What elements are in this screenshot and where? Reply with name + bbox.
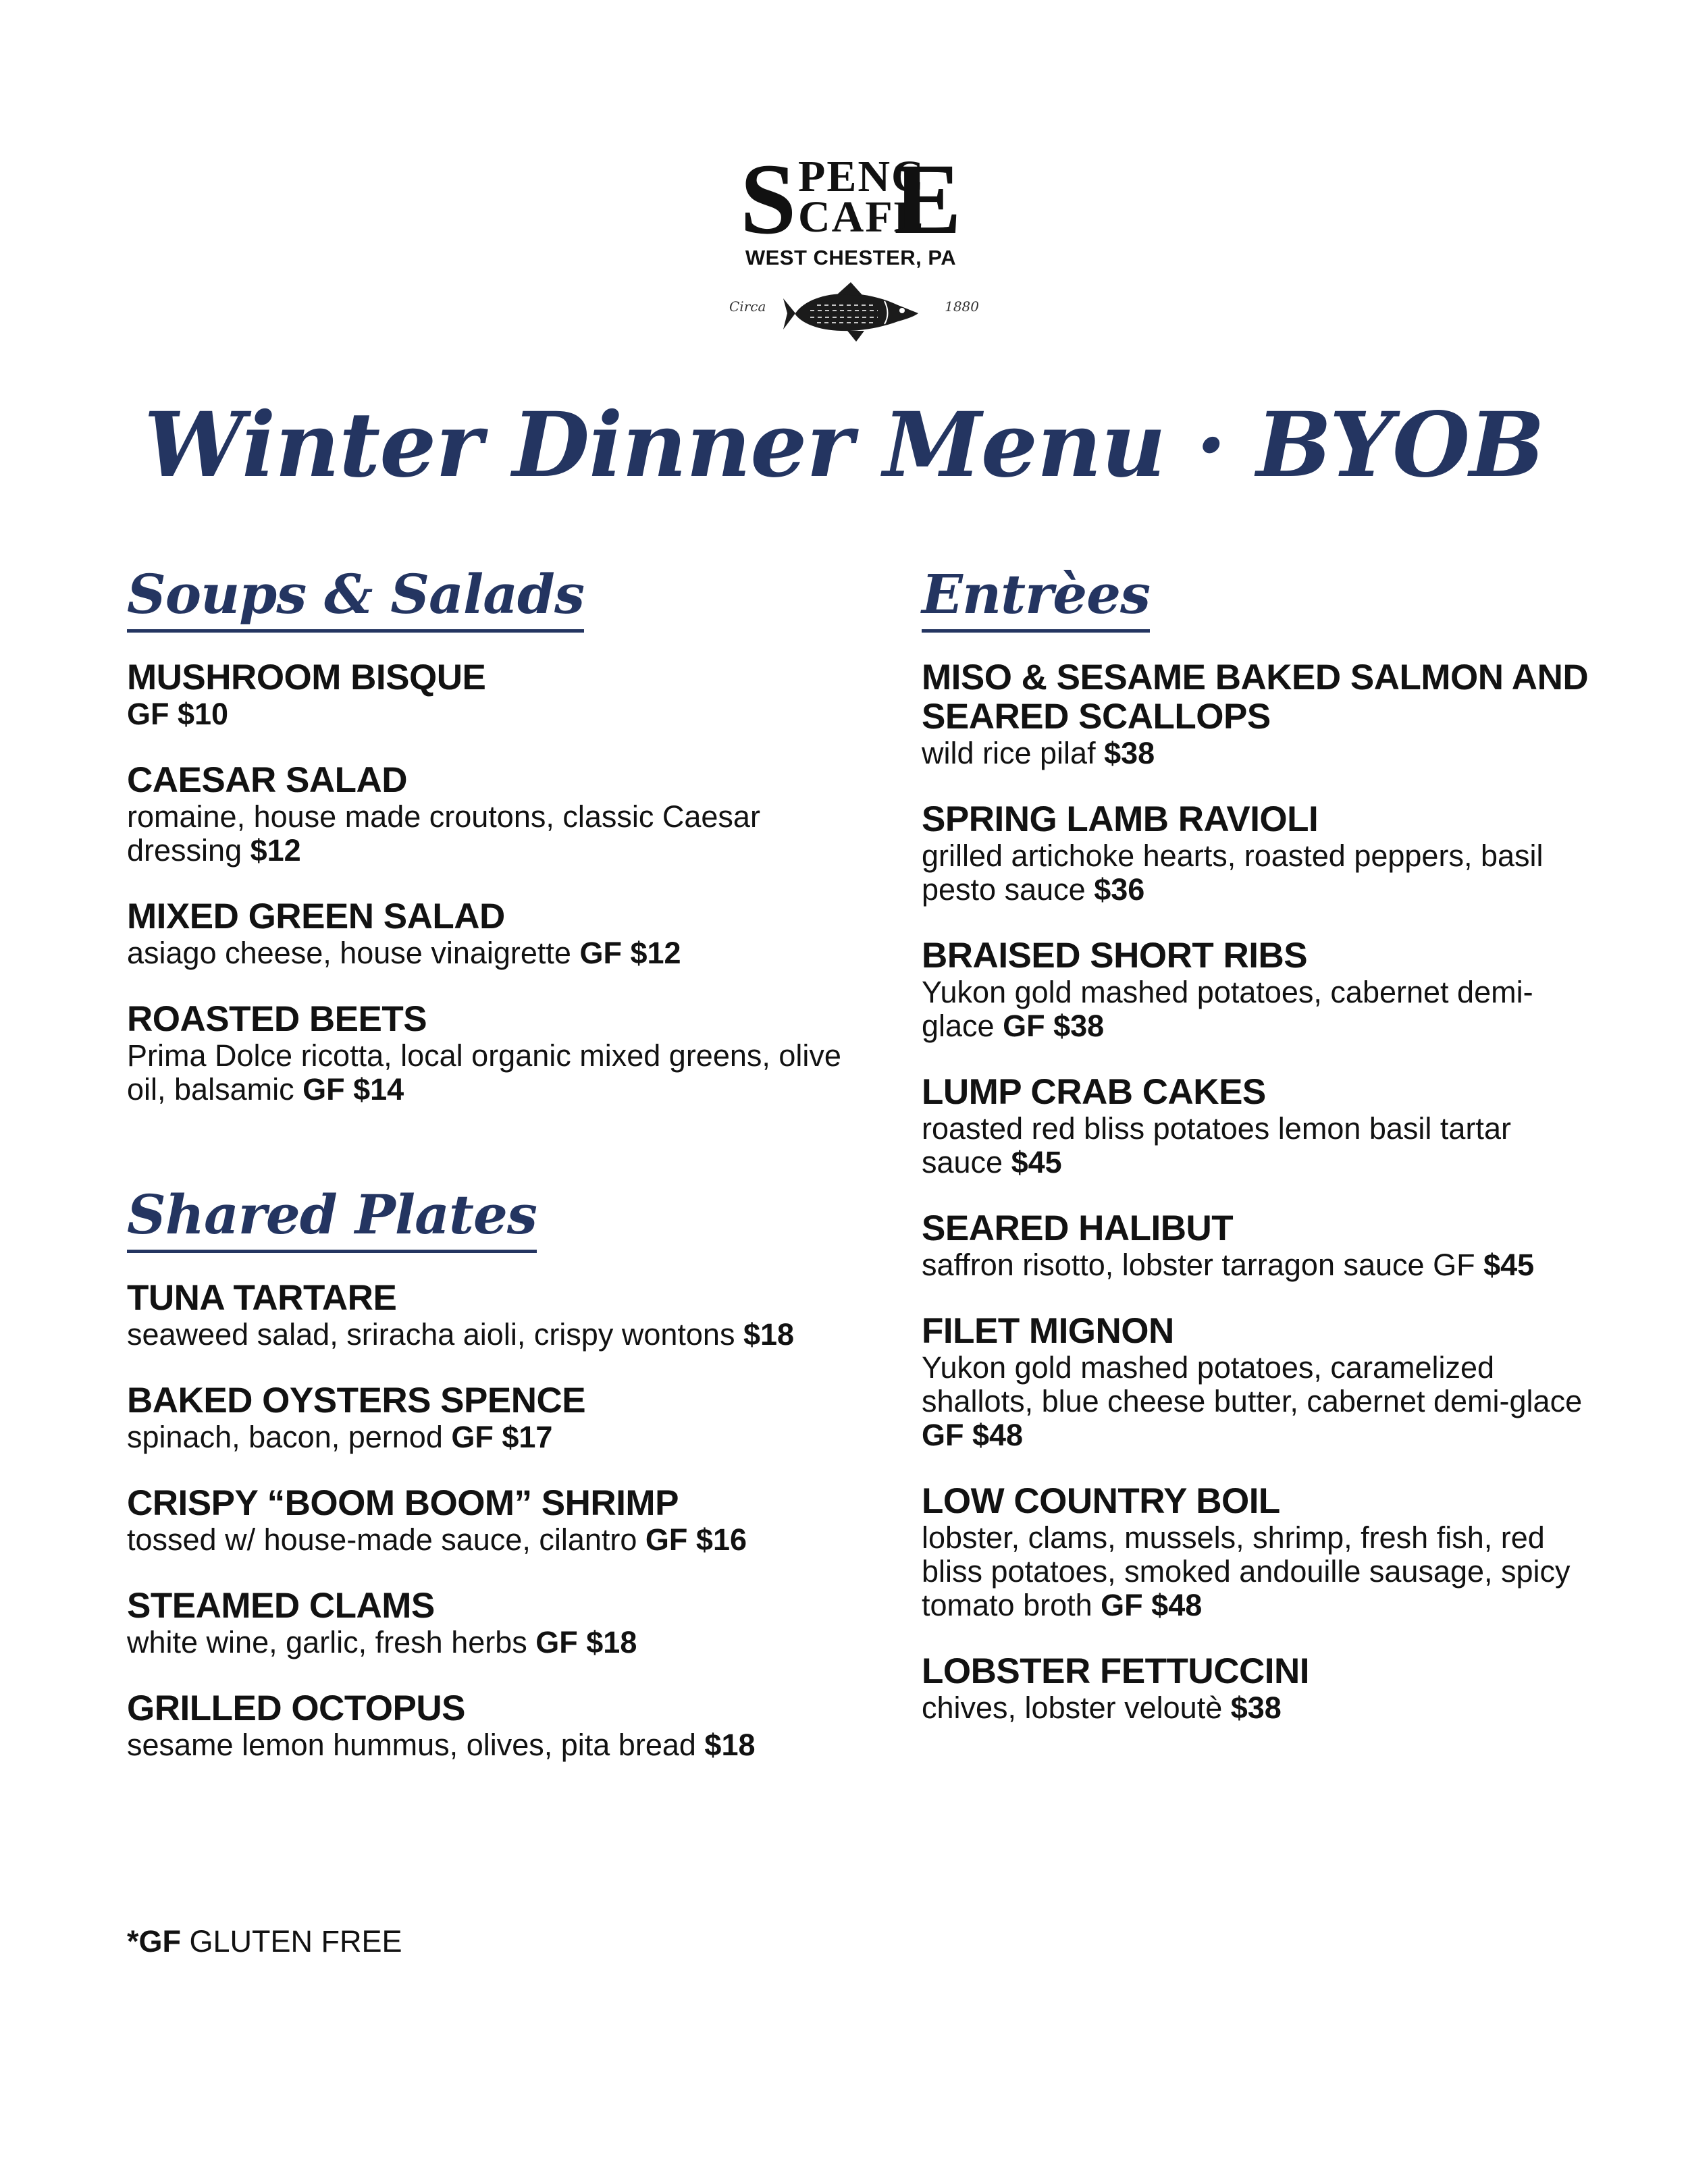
logo-row-cafe: CAFE [798,192,925,242]
menu-item-name: BAKED OYSTERS SPENCE [127,1381,586,1420]
menu-item-description: Prima Dolce ricotta, local organic mixed greens, olive oil, balsamic [127,1038,841,1107]
menu-item [922,658,1597,770]
menu-item-description: seaweed salad, sriracha aioli, crispy wontons [127,1317,735,1352]
menu-item-details [127,1728,870,1762]
menu-item-details [127,800,870,868]
menu-title: Winter Dinner Menu · BYOB [144,393,1544,498]
menu-item-name: FILET MIGNON [922,1311,1174,1351]
menu-item-name: BRAISED SHORT RIBS [922,936,1308,976]
menu-item-price: $45 [1011,1145,1062,1179]
menu-item-description: sesame lemon hummus, olives, pita bread [127,1728,696,1762]
menu-item-description: tossed w/ house-made sauce, cilantro [127,1522,637,1557]
menu-item-name: SPRING LAMB RAVIOLI [922,799,1319,839]
menu-item-price: GF $48 [922,1418,1024,1452]
menu-item-price: $45 [1483,1248,1535,1282]
menu-item-price: $18 [743,1317,795,1352]
menu-item [127,761,870,868]
menu-item-price: $38 [1230,1690,1282,1725]
menu-item [922,936,1597,1043]
section-title-shared-plates: Shared Plates [127,1181,537,1253]
menu-item-description: wild rice pilaf [922,736,1096,770]
menu-item-name: MIXED GREEN SALAD [127,897,505,936]
menu-item-description: saffron risotto, lobster tarragon sauce GF [922,1248,1475,1282]
logo-location: WEST CHESTER, PA [745,246,957,269]
menu-item-price: GF $12 [579,936,681,970]
menu-item-details [127,1523,870,1557]
menu-item-price: GF $38 [1003,1009,1105,1043]
menu-item [127,1381,870,1454]
menu-item [127,1484,870,1557]
menu-item-price: GF $17 [451,1420,553,1454]
menu-item-details [922,1691,1597,1725]
menu-item-details [127,697,870,731]
menu-item-name: LUMP CRAB CAKES [922,1072,1266,1112]
logo-year: 1880 [945,298,979,315]
menu-item-price: $36 [1094,872,1145,907]
menu-item-description: chives, lobster veloutè [922,1690,1223,1725]
menu-item-name: TUNA TARTARE [127,1278,397,1318]
menu-item [922,1209,1597,1282]
menu-item-details [922,1248,1597,1282]
shared-plates-section [127,1181,870,1762]
menu-item [922,1652,1597,1725]
menu-item [127,658,870,731]
menu-item-details [127,1626,870,1659]
menu-item [127,1587,870,1659]
section-title-soups-salads: Soups & Salads [127,560,584,633]
menu-item [127,1689,870,1762]
logo-circa: Circa [729,298,766,315]
logo-circa-row [729,279,979,347]
entrees-section [922,560,1597,1725]
menu-item-details [922,839,1597,907]
logo-wordmark [736,143,966,255]
footnote-key: *GF [127,1924,182,1959]
menu-item-description: grilled artichoke hearts, roasted peppers, basil pesto sauce [922,838,1544,907]
menu-item-description: Yukon gold mashed potatoes, caramelized shallots, blue cheese butter, cabernet demi-glace [922,1350,1583,1418]
menu-item-details [922,1521,1597,1622]
logo-row-pence: PENC [798,152,925,201]
menu-item-description: white wine, garlic, fresh herbs [127,1625,527,1659]
menu-item-name: GRILLED OCTOPUS [127,1688,465,1728]
menu-item-name: CAESAR SALAD [127,760,408,800]
section-title-entrees: Entrèes [922,560,1150,633]
menu-item-description: lobster, clams, mussels, shrimp, fresh fish, red bliss potatoes, smoked andouille sausage, spicy tomato broth [922,1520,1571,1622]
menu-item-name: ROASTED BEETS [127,999,427,1039]
menu-item-name: LOBSTER FETTUCCINI [922,1651,1309,1691]
menu-item-name: LOW COUNTRY BOIL [922,1481,1280,1521]
fish-icon [783,279,925,344]
menu-item [127,897,870,970]
menu-item-price: GF $16 [645,1522,747,1557]
menu-item-name: MISO & SESAME BAKED SALMON AND SEARED SCALLOPS [922,658,1589,737]
menu-item-name: CRISPY “BOOM BOOM” SHRIMP [127,1483,679,1523]
right-column [922,560,1597,1755]
menu-item-details [127,1039,870,1107]
menu-item-price: $38 [1104,736,1155,770]
gluten-free-footnote [127,1923,402,1961]
menu-item-price: $12 [250,833,301,868]
menu-item [922,1482,1597,1622]
menu-item-name: MUSHROOM BISQUE [127,658,486,697]
menu-item-description: asiago cheese, house vinaigrette [127,936,571,970]
menu-item-details [922,737,1597,770]
menu-item-description: romaine, house made croutons, classic Caesar dressing [127,799,760,868]
soups-salads-section [127,560,870,1107]
menu-item-details [922,1112,1597,1179]
restaurant-logo [729,143,979,343]
logo-letter-e: E [893,143,961,255]
menu-item-price: GF $48 [1101,1588,1203,1622]
menu-item [922,1073,1597,1179]
menu-item-price: GF $14 [302,1072,404,1107]
menu-item [922,1312,1597,1452]
menu-item-details [127,1318,870,1352]
footnote-text: GLUTEN FREE [189,1924,402,1959]
menu-item-price: GF $18 [535,1625,637,1659]
menu-item-description: spinach, bacon, pernod [127,1420,443,1454]
menu-item-details [922,976,1597,1043]
menu-item-name: STEAMED CLAMS [127,1586,435,1626]
menu-item-details [127,1420,870,1454]
menu-item-name: SEARED HALIBUT [922,1208,1234,1248]
menu-item [922,800,1597,907]
menu-item-description: Yukon gold mashed potatoes, cabernet demi-glace [922,975,1533,1043]
menu-item-description: roasted red bliss potatoes lemon basil tartar sauce [922,1111,1511,1179]
left-column [127,560,870,1792]
menu-item-price: GF $10 [127,697,229,731]
menu-item [127,1279,870,1352]
menu-item-price: $18 [704,1728,756,1762]
menu-item [127,1000,870,1107]
menu-item-details [922,1351,1597,1452]
menu-item-details [127,936,870,970]
logo-letter-s: S [740,143,797,255]
